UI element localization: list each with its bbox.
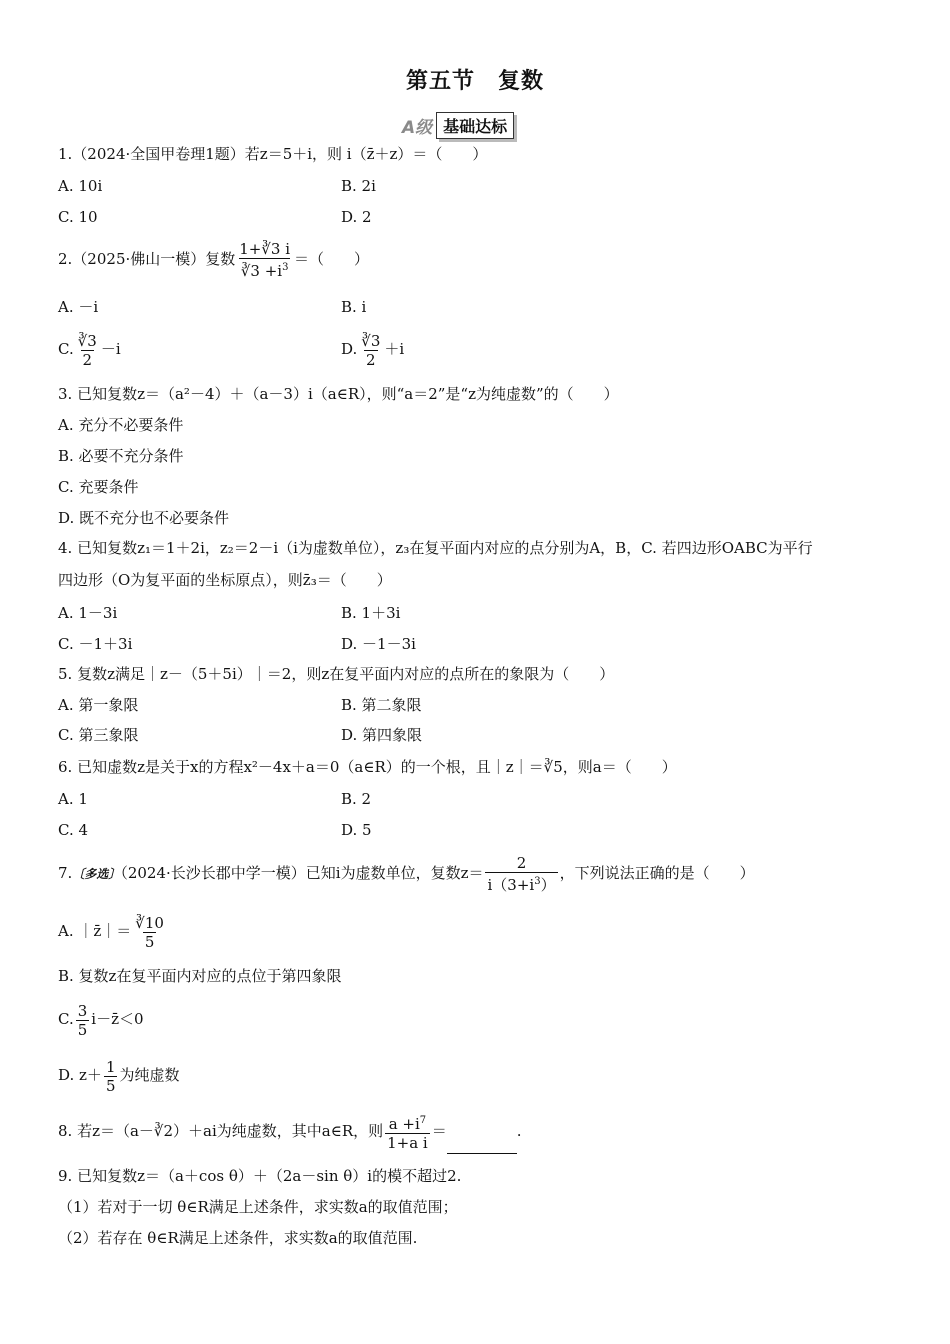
q2-c-den: 2 [82,350,93,369]
q3-option-d: D. 既不充分也不必要条件 [58,509,230,527]
q9-part1: （1）若对于一切 θ∈R满足上述条件，求实数a的取值范围； [58,1198,458,1216]
q3-option-b: B. 必要不充分条件 [58,447,184,465]
q1-option-b: B. 2i [341,177,376,195]
q7-option-b: B. 复数z在复平面内对应的点位于第四象限 [58,967,342,985]
q8-fraction [385,1112,430,1152]
q2-den-exp: 3 [282,262,289,273]
q6-option-d: D. 5 [341,821,372,839]
q2-option-a: A. －i [58,298,99,316]
q8-prefix: 8. 若z＝（a－∛2）＋ai为纯虚数，其中a∈R，则 [58,1122,384,1140]
q2-option-b: B. i [341,298,367,316]
q7-suffix: ，下列说法正确的是（ ） [559,864,755,882]
q2-d-tail: ＋i [384,340,405,358]
q7-multi-select-tag: 〔多选〕 [72,867,121,881]
q8-suffix: ＝ [431,1122,447,1140]
q2-fraction [237,240,292,280]
level-label: A级 [402,117,433,138]
q4-stem-line1: 4. 已知复数z₁＝1＋2i，z₂＝2－i（i为虚数单位），z₃在复平面内对应的点分别为A，B，C. 若四边形OABC为平行 [58,539,813,557]
q4-stem-line2: 四边形（O为复平面的坐标原点），则z̄₃＝（ ） [58,571,392,589]
q7-d-num: 1 [105,1057,116,1076]
q1-option-d: D. 2 [341,208,372,226]
q1-stem: 1.（2024·全国甲卷理1题）若z＝5＋i，则 i（z̄＋z）＝（ ） [58,145,488,163]
q7-c-tail: i－z̄＜0 [91,1010,144,1028]
q3-stem: 3. 已知复数z＝（a²－4）＋（a－3）i（a∈R），则“a＝2”是“z为纯虚数”的（ ） [58,385,619,403]
q2-c-label: C. [58,340,74,358]
q2-d-den: 2 [366,350,376,369]
q2-numerator: 1+∛3 i [239,240,291,258]
q7-d-den: 5 [105,1076,116,1095]
q8-den: 1+a i [387,1134,428,1152]
q7-option-c [58,996,144,1042]
q7-c-den: 5 [77,1020,88,1039]
q3-option-c: C. 充要条件 [58,478,139,496]
q5-option-c: C. 第三象限 [58,726,139,744]
q5-option-a: A. 第一象限 [58,696,139,714]
q1-option-a: A. 10i [58,177,103,195]
q7-a-fraction [133,914,166,951]
q6-option-b: B. 2 [341,790,372,808]
q7-c-num: 3 [77,1001,88,1020]
q5-stem: 5. 复数z满足｜z－（5＋5i）｜＝2，则z在复平面内对应的点所在的象限为（ ） [58,665,615,683]
q7-den-exp: 3 [534,876,541,887]
q7-d-fraction [104,1058,118,1095]
q7-option-d [58,1052,180,1098]
q8-end: . [516,1122,522,1140]
q6-option-a: A. 1 [58,790,88,808]
q6-option-c: C. 4 [58,821,89,839]
q7-c-fraction [76,1002,90,1039]
q2-option-c [58,326,121,372]
q8-num-text: a +i [388,1115,420,1133]
q2-stem [58,236,369,282]
q7-a-label: A. ｜z̄｜＝ [58,922,132,940]
q9-part2: （2）若存在 θ∈R满足上述条件，求实数a的取值范围. [58,1229,418,1247]
q7-c-label: C. [58,1010,74,1028]
q9-stem: 9. 已知复数z＝（a＋cos θ）＋（2a－sin θ）i的模不超过2. [58,1167,462,1185]
q4-option-a: A. 1－3i [58,604,118,622]
q2-suffix: ＝（ ） [294,250,370,268]
q7-option-a [58,908,168,954]
q2-c-num: ∛3 [77,331,97,350]
q2-d-label: D. [341,340,358,358]
q8-num-exp: 7 [419,1115,427,1126]
q8-num [387,1112,428,1133]
q7-d-tail: 为纯虚数 [119,1066,180,1084]
q7-num: 2 [516,854,527,872]
q7-source: （2024·长沙长郡中学一模）已知i为虚数单位，复数z＝ [120,864,484,882]
q2-d-num: ∛3 [361,331,381,350]
q4-option-b: B. 1＋3i [341,604,401,622]
level-badge [402,112,514,138]
q5-option-b: B. 第二象限 [341,696,422,714]
q3-option-a: A. 充分不必要条件 [58,416,184,434]
q7-number: 7. [58,864,73,882]
q2-c-fraction [76,332,99,369]
q2-d-fraction [359,332,382,369]
q7-stem [58,850,755,897]
q7-den-tail: ） [540,876,556,894]
page-title: 第五节 复数 [405,69,544,94]
q2-c-tail: －i [100,340,121,358]
q7-fraction [485,854,557,894]
q5-option-d: D. 第四象限 [341,726,423,744]
q7-d-label: D. z＋ [58,1066,102,1084]
q7-den-text: i（3+i [487,876,535,894]
q4-option-c: C. －1＋3i [58,635,133,653]
q7-den [485,872,557,894]
q2-option-d [341,326,404,372]
q2-denominator [239,258,291,280]
q6-stem: 6. 已知虚数z是关于x的方程x²－4x＋a＝0（a∈R）的一个根，且｜z｜＝∛5，则a＝（ ） [58,758,677,776]
q2-den-text: ∛3 +i [240,262,283,280]
q7-a-num: ∛10 [135,913,164,932]
q8-stem [58,1108,522,1154]
q7-a-den: 5 [144,932,155,951]
q2-prefix: 2.（2025·佛山一模）复数 [58,250,236,268]
q1-option-c: C. 10 [58,208,98,226]
q4-option-d: D. －1－3i [341,635,416,653]
q8-answer-blank[interactable] [447,1139,517,1154]
section-label: 基础达标 [436,112,514,139]
